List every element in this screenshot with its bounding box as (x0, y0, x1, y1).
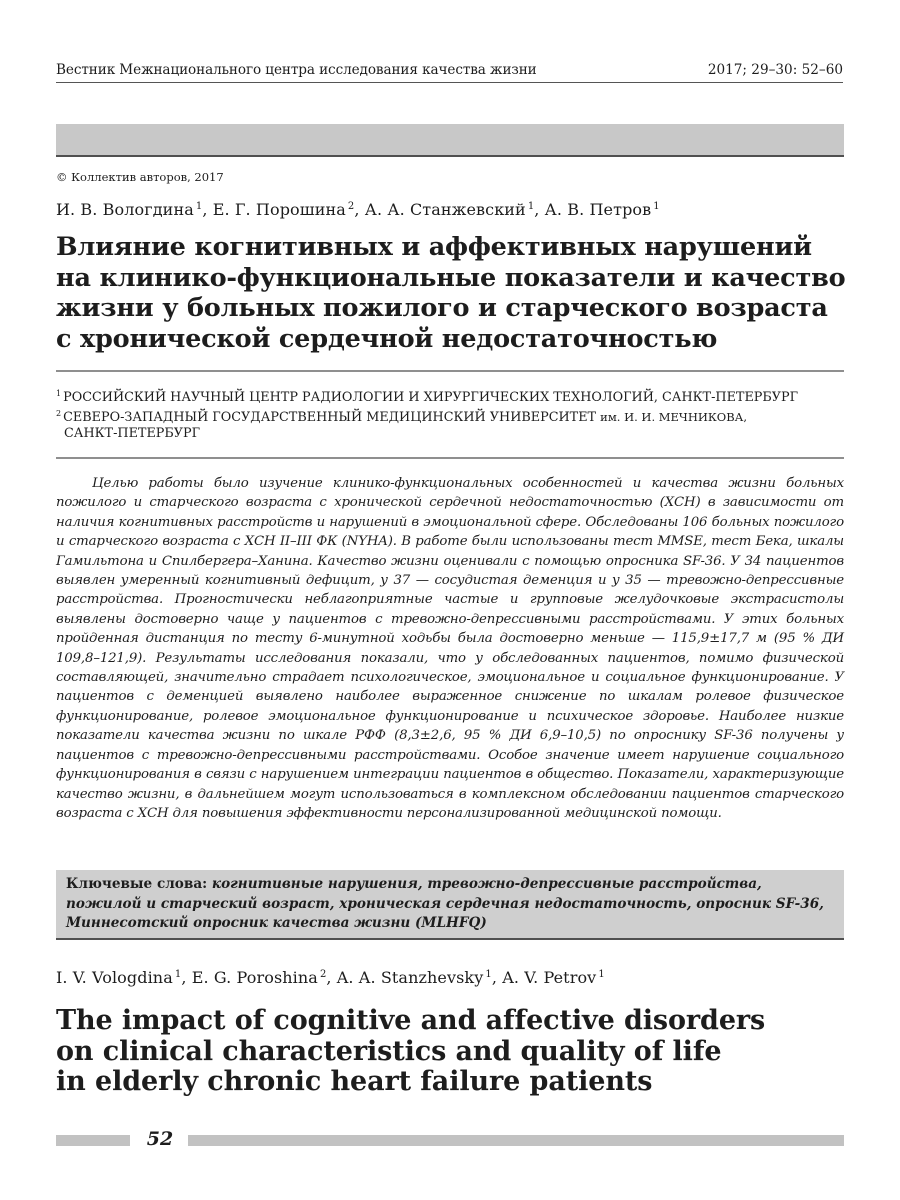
author: A. A. Stanzhevsky $^1$ (336, 968, 492, 987)
author: И. В. Вологдина $^1$ (56, 200, 203, 219)
title-line: с хронической сердечной недостаточностью (56, 323, 718, 354)
running-header (56, 58, 843, 83)
footer-bar (188, 1135, 844, 1146)
copyright-notice: © Коллектив авторов, 2017 (56, 170, 224, 184)
author: А. В. Петров $^1$ (544, 200, 660, 219)
author: А. А. Станжевский $^1$ (364, 200, 535, 219)
keywords-label: Ключевые слова: (66, 876, 208, 892)
authors-ru: И. В. Вологдина $^1$, Е. Г. Порошина $^2$, А. А. Станжевский $^1$, А. В. Петров $^1$ (56, 200, 660, 219)
header-band (56, 124, 844, 157)
author: Е. Г. Порошина $^2$ (212, 200, 355, 219)
page-number: 52 (146, 1128, 174, 1150)
affiliation-2-city: САНКТ-ПЕТЕРБУРГ (64, 426, 201, 441)
author: A. V. Petrov $^1$ (502, 968, 605, 987)
affiliation-1: $^1$ РОССИЙСКИЙ НАУЧНЫЙ ЦЕНТР РАДИОЛОГИИ И ХИРУРГИЧЕСКИХ ТЕХНОЛОГИЙ, САНКТ-ПЕТЕРБУРГ (56, 389, 799, 405)
journal-name: Вестник Межнационального центра исследования качества жизни (56, 62, 537, 78)
article-title-ru (56, 232, 856, 354)
divider (56, 370, 844, 372)
title-line: жизни у больных пожилого и старческого возраста (56, 293, 828, 323)
title-line: in elderly chronic heart failure patients (56, 1066, 653, 1097)
author: I. V. Vologdina $^1$ (56, 968, 182, 987)
title-line: Влияние когнитивных и аффективных нарушений (56, 232, 812, 262)
article-title-en (56, 1006, 856, 1098)
author: E. G. Poroshina $^2$ (191, 968, 327, 987)
title-line: on clinical characteristics and quality of life (56, 1035, 722, 1067)
issue-info: 2017; 29–30: 52–60 (707, 62, 843, 78)
footer-bar (56, 1135, 130, 1146)
affiliation-2: $^2$ СЕВЕРО-ЗАПАДНЫЙ ГОСУДАРСТВЕННЫЙ МЕДИЦИНСКИЙ УНИВЕРСИТЕТ им. И. И. МЕЧНИКОВА, (56, 409, 748, 425)
authors-en: I. V. Vologdina $^1$, E. G. Poroshina $^2$, A. A. Stanzhevsky $^1$, A. V. Petrov $^1$ (56, 968, 605, 987)
keywords-text: когнитивные нарушения, тревожно-депрессивные расстройства, пожилой и старческий возраст, хроническая сердечная недостаточность, опросник SF-36, Миннесотский опросник качества жизни (MLHFQ) (66, 876, 824, 931)
title-line: на клинико-функциональные показатели и качество (56, 262, 846, 293)
keywords-box (56, 870, 844, 940)
divider (56, 457, 844, 459)
abstract-ru: Целью работы было изучение клинико-функциональных особенностей и качества жизни больных пожилого и старческого возраста с хронической сердечной недостаточностью (ХСН) в зависимости от наличия когнитивных расстройств и нарушений в эмоциональной сфере. Обследованы 106 больных пожилого и старческого возраста с ХСН II–III ФК (NYHA). В работе были использованы тест MMSE, тест Бека, шкалы Гамильтона и Спилбергера–Ханина. Качество жизни оценивали с помощью опросника SF-36. У 34 пациентов выявлен умеренный когнитивный дефицит, у 37 — сосудистая деменция и у 35 — тревожно-депрессивные расстройства. Прогностически неблагоприятные частые и групповые желудочковые экстрасистолы выявлены достоверно чаще у пациентов с тревожно-депрессивными расстройствами. У этих больных пройденная дистанция по тесту 6-минутной ходьбы была достоверно меньше — 115,9±17,7 м (95 % ДИ 109,8–121,9). Результаты исследования показали, что у обследованных пациентов, помимо физической составляющей, значительно страдает психологическое, эмоциональное и социальное функционирование. У пациентов с деменцией выявлено наиболее выраженное снижение по шкалам ролевое физическое функционирование, ролевое эмоциональное функционирование и психическое здоровье. Наиболее низкие показатели качества жизни по шкале РФФ (8,3±2,6, 95 % ДИ 6,9–10,5) по опроснику SF-36 получены у пациентов с тревожно-депрессивными расстройствами. Особое значение имеет нарушение социального функционирования в связи с нарушением интеграции пациентов в общество. Показатели, характеризующие качество жизни, в дальнейшем могут использоваться в комплексном обследовании пациентов старческого возраста с ХСН для повышения эффективности персонализированной медицинской помощи. (56, 476, 844, 821)
title-line: The impact of cognitive and affective disorders (56, 1005, 766, 1036)
